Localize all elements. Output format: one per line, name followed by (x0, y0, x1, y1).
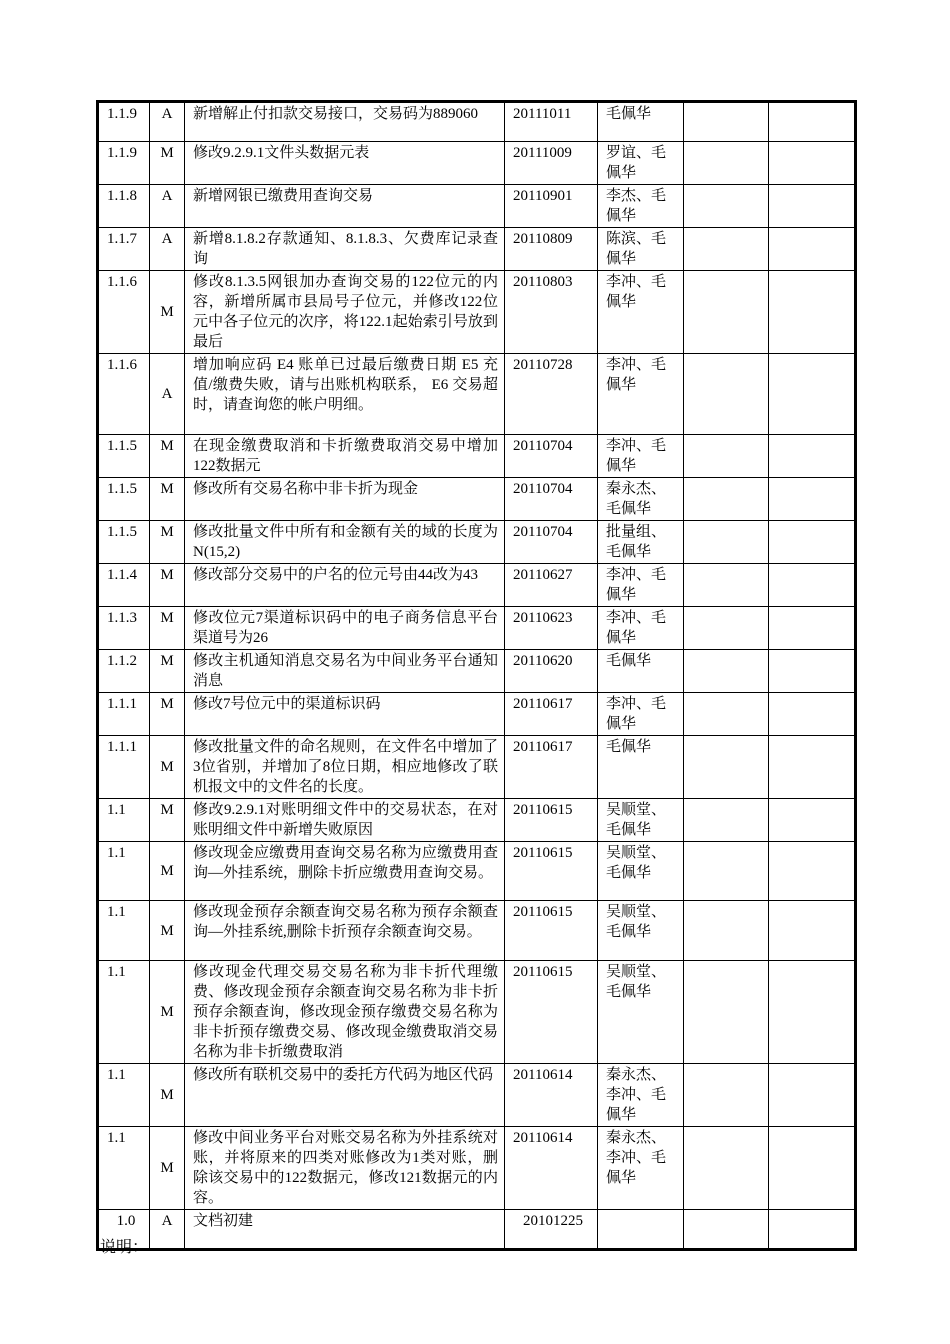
table-row (98, 102, 856, 142)
description-cell: 修改中间业务平台对账交易名称为外挂系统对账，并将原来的四类对账修改为1类对账，删除该交易中的122数据元，修改121数据元的内容。 (185, 1127, 505, 1210)
blank-cell (769, 521, 856, 564)
change-type-cell: M (150, 1064, 185, 1127)
change-type-cell: M (150, 607, 185, 650)
blank-cell (769, 271, 856, 354)
change-type-cell: M (150, 521, 185, 564)
blank-cell (769, 961, 856, 1064)
change-type-cell: M (150, 564, 185, 607)
date-cell: 20110704 (505, 435, 598, 478)
description-cell: 新增网银已缴费用查询交易 (185, 185, 505, 228)
blank-cell (769, 228, 856, 271)
blank-cell (769, 799, 856, 842)
date-cell: 20110620 (505, 650, 598, 693)
author-cell: 吴顺堂、毛佩华 (598, 961, 684, 1064)
table-row (98, 607, 856, 650)
table-row (98, 736, 856, 799)
blank-cell (769, 354, 856, 435)
version-cell: 1.1.7 (98, 228, 150, 271)
author-cell: 吴顺堂、毛佩华 (598, 799, 684, 842)
change-type-cell: M (150, 961, 185, 1064)
blank-cell (684, 435, 769, 478)
date-cell: 20110617 (505, 693, 598, 736)
version-cell: 1.1.1 (98, 693, 150, 736)
change-type-cell: A (150, 185, 185, 228)
description-cell: 修改9.2.9.1对账明细文件中的交易状态，在对账明细文件中新增失败原因 (185, 799, 505, 842)
table-row (98, 901, 856, 961)
table-row (98, 185, 856, 228)
blank-cell (769, 736, 856, 799)
blank-cell (684, 1210, 769, 1250)
date-cell: 20110615 (505, 799, 598, 842)
change-type-cell: A (150, 354, 185, 435)
author-cell: 李冲、毛佩华 (598, 354, 684, 435)
author-cell: 李冲、毛佩华 (598, 564, 684, 607)
date-cell: 20110809 (505, 228, 598, 271)
author-cell: 李冲、毛佩华 (598, 693, 684, 736)
version-cell: 1.1 (98, 842, 150, 901)
version-cell: 1.1.9 (98, 102, 150, 142)
table-row (98, 1210, 856, 1250)
description-cell: 修改9.2.9.1文件头数据元表 (185, 142, 505, 185)
blank-cell (769, 564, 856, 607)
blank-cell (769, 1127, 856, 1210)
author-cell: 吴顺堂、毛佩华 (598, 901, 684, 961)
blank-cell (684, 521, 769, 564)
table-row (98, 435, 856, 478)
version-cell: 1.1.5 (98, 521, 150, 564)
version-cell: 1.1 (98, 1127, 150, 1210)
date-cell: 20111009 (505, 142, 598, 185)
author-cell: 秦永杰、李冲、毛佩华 (598, 1064, 684, 1127)
blank-cell (769, 142, 856, 185)
description-cell: 修改批量文件的命名规则，在文件名中增加了3位省别，并增加了8位日期，相应地修改了联机报文中的文件名的长度。 (185, 736, 505, 799)
blank-cell (684, 142, 769, 185)
revision-history-table (96, 100, 857, 1251)
blank-cell (769, 1064, 856, 1127)
note-label: 说明： (100, 1239, 149, 1256)
date-cell: 20101225 (505, 1210, 598, 1250)
description-cell: 新增8.1.8.2存款通知、8.1.8.3、欠费库记录查询 (185, 228, 505, 271)
description-cell: 文档初建 (185, 1210, 505, 1250)
blank-cell (684, 799, 769, 842)
table-row (98, 799, 856, 842)
blank-cell (769, 185, 856, 228)
date-cell: 20110704 (505, 478, 598, 521)
author-cell: 批量组、毛佩华 (598, 521, 684, 564)
version-cell: 1.1.3 (98, 607, 150, 650)
table-row (98, 842, 856, 901)
date-cell: 20111011 (505, 102, 598, 142)
version-cell: 1.1.4 (98, 564, 150, 607)
change-type-cell: A (150, 1210, 185, 1250)
version-cell: 1.1 (98, 799, 150, 842)
author-cell: 陈滨、毛佩华 (598, 228, 684, 271)
table-row (98, 1064, 856, 1127)
author-cell (598, 1210, 684, 1250)
author-cell: 罗谊、毛佩华 (598, 142, 684, 185)
blank-cell (769, 901, 856, 961)
version-cell: 1.1 (98, 901, 150, 961)
blank-cell (769, 102, 856, 142)
change-type-cell: M (150, 435, 185, 478)
blank-cell (684, 961, 769, 1064)
description-cell: 修改所有联机交易中的委托方代码为地区代码 (185, 1064, 505, 1127)
blank-cell (684, 901, 769, 961)
date-cell: 20110614 (505, 1064, 598, 1127)
version-cell: 1.1.5 (98, 435, 150, 478)
version-cell: 1.0 (98, 1210, 150, 1250)
change-type-cell: M (150, 478, 185, 521)
blank-cell (684, 564, 769, 607)
author-cell: 李冲、毛佩华 (598, 435, 684, 478)
description-cell: 修改主机通知消息交易名为中间业务平台通知消息 (185, 650, 505, 693)
date-cell: 20110614 (505, 1127, 598, 1210)
blank-cell (684, 271, 769, 354)
blank-cell (769, 478, 856, 521)
version-cell: 1.1.1 (98, 736, 150, 799)
date-cell: 20110627 (505, 564, 598, 607)
change-type-cell: M (150, 736, 185, 799)
blank-cell (684, 354, 769, 435)
date-cell: 20110901 (505, 185, 598, 228)
change-type-cell: M (150, 271, 185, 354)
author-cell: 毛佩华 (598, 102, 684, 142)
change-type-cell: A (150, 228, 185, 271)
version-cell: 1.1.2 (98, 650, 150, 693)
description-cell: 修改批量文件中所有和金额有关的域的长度为N(15,2) (185, 521, 505, 564)
table-row (98, 693, 856, 736)
blank-cell (684, 693, 769, 736)
blank-cell (684, 228, 769, 271)
blank-cell (684, 842, 769, 901)
date-cell: 20110728 (505, 354, 598, 435)
blank-cell (684, 736, 769, 799)
author-cell: 毛佩华 (598, 650, 684, 693)
date-cell: 20110615 (505, 961, 598, 1064)
author-cell: 李杰、毛佩华 (598, 185, 684, 228)
change-type-cell: M (150, 1127, 185, 1210)
table-row (98, 521, 856, 564)
date-cell: 20110803 (505, 271, 598, 354)
description-cell: 修改8.1.3.5网银加办查询交易的122位元的内容，新增所属市县局号子位元，并修改122位元中各子位元的次序，将122.1起始索引号放到最后 (185, 271, 505, 354)
change-type-cell: M (150, 693, 185, 736)
blank-cell (684, 185, 769, 228)
version-cell: 1.1.6 (98, 354, 150, 435)
author-cell: 李冲、毛佩华 (598, 607, 684, 650)
description-cell: 修改部分交易中的户名的位元号由44改为43 (185, 564, 505, 607)
table-row (98, 478, 856, 521)
description-cell: 在现金缴费取消和卡折缴费取消交易中增加122数据元 (185, 435, 505, 478)
table-row (98, 650, 856, 693)
description-cell: 新增解止付扣款交易接口，交易码为889060 (185, 102, 505, 142)
blank-cell (769, 607, 856, 650)
blank-cell (684, 1127, 769, 1210)
change-type-cell: M (150, 799, 185, 842)
table-row (98, 142, 856, 185)
description-cell: 修改7号位元中的渠道标识码 (185, 693, 505, 736)
blank-cell (769, 842, 856, 901)
description-cell: 修改现金预存余额查询交易名称为预存余额查询—外挂系统,删除卡折预存余额查询交易。 (185, 901, 505, 961)
table-row (98, 354, 856, 435)
table-row (98, 961, 856, 1064)
change-type-cell: M (150, 142, 185, 185)
author-cell: 秦永杰、毛佩华 (598, 478, 684, 521)
description-cell: 修改现金应缴费用查询交易名称为应缴费用查询—外挂系统，删除卡折应缴费用查询交易。 (185, 842, 505, 901)
date-cell: 20110617 (505, 736, 598, 799)
author-cell: 李冲、毛佩华 (598, 271, 684, 354)
blank-cell (684, 650, 769, 693)
blank-cell (684, 102, 769, 142)
version-cell: 1.1.9 (98, 142, 150, 185)
description-cell: 增加响应码 E4 账单已过最后缴费日期 E5 充值/缴费失败，请与出账机构联系， E6 交易超时，请查询您的帐户明细。 (185, 354, 505, 435)
table-row (98, 564, 856, 607)
author-cell: 毛佩华 (598, 736, 684, 799)
version-cell: 1.1 (98, 1064, 150, 1127)
author-cell: 秦永杰、李冲、毛佩华 (598, 1127, 684, 1210)
description-cell: 修改所有交易名称中非卡折为现金 (185, 478, 505, 521)
blank-cell (769, 435, 856, 478)
description-cell: 修改位元7渠道标识码中的电子商务信息平台渠道号为26 (185, 607, 505, 650)
date-cell: 20110704 (505, 521, 598, 564)
version-cell: 1.1 (98, 961, 150, 1064)
date-cell: 20110615 (505, 901, 598, 961)
version-cell: 1.1.5 (98, 478, 150, 521)
blank-cell (769, 693, 856, 736)
version-cell: 1.1.8 (98, 185, 150, 228)
table-row (98, 228, 856, 271)
description-cell: 修改现金代理交易交易名称为非卡折代理缴费、修改现金预存余额查询交易名称为非卡折预存余额查询，修改现金预存缴费交易名称为非卡折预存缴费交易、修改现金缴费取消交易名称为非卡折缴费取消 (185, 961, 505, 1064)
blank-cell (684, 1064, 769, 1127)
table-row (98, 1127, 856, 1210)
change-type-cell: A (150, 102, 185, 142)
date-cell: 20110623 (505, 607, 598, 650)
blank-cell (684, 478, 769, 521)
change-type-cell: M (150, 650, 185, 693)
blank-cell (769, 1210, 856, 1250)
blank-cell (769, 650, 856, 693)
table-row (98, 271, 856, 354)
change-type-cell: M (150, 842, 185, 901)
change-type-cell: M (150, 901, 185, 961)
author-cell: 吴顺堂、毛佩华 (598, 842, 684, 901)
date-cell: 20110615 (505, 842, 598, 901)
blank-cell (684, 607, 769, 650)
version-cell: 1.1.6 (98, 271, 150, 354)
